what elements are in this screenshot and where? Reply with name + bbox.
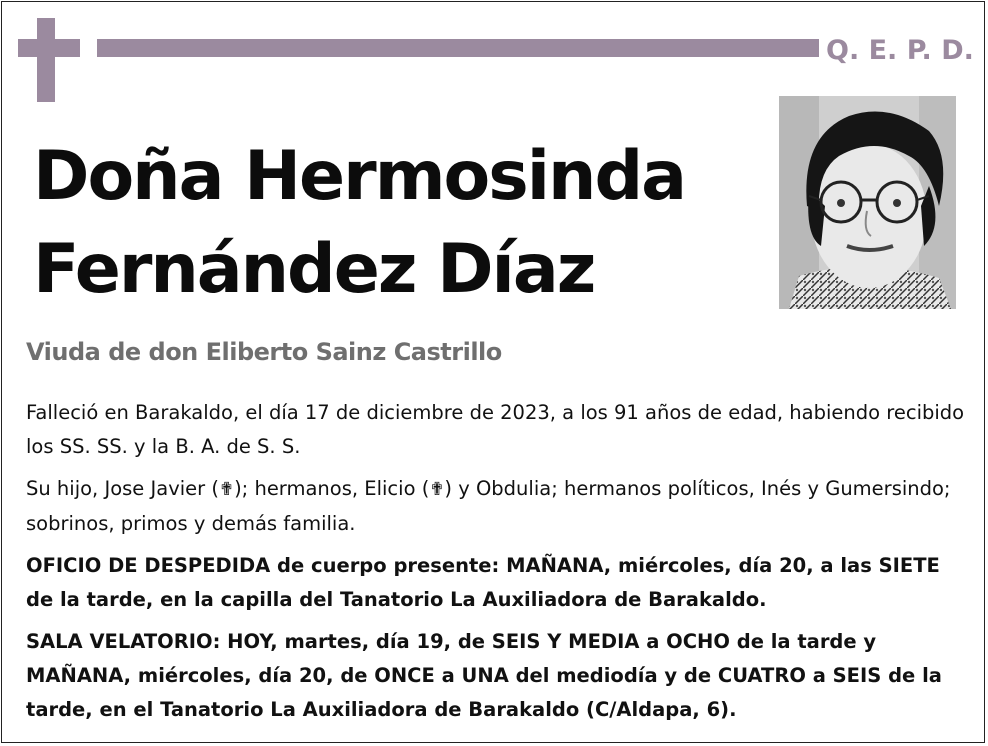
family-text-c: ) y Obdulia; hermanos políticos, Inés y Gumersindo; sobrinos, primos y demás familia.	[26, 477, 951, 535]
family-text-a: Su hijo, Jose Javier (	[26, 477, 219, 500]
header-rule	[97, 39, 819, 57]
qepd-label: Q. E. P. D.	[826, 35, 974, 66]
cross-icon: ✟	[429, 479, 445, 500]
obituary-body	[26, 396, 966, 735]
cross-icon: ✟	[218, 479, 235, 500]
portrait-photo	[779, 96, 956, 309]
death-notice-paragraph: Falleció en Barakaldo, el día 17 de diciembre de 2023, a los 91 años de edad, habiendo recibido los SS. SS. y la B. A. de S. S.	[26, 401, 965, 458]
cross-icon-horizontal	[18, 39, 80, 57]
wake-room-paragraph: SALA VELATORIO: HOY, martes, día 19, de SEIS Y MEDIA a OCHO de la tarde y MAÑANA, miércoles, día 20, de ONCE a UNA del mediodía y de CUATRO a SEIS de la tarde, en el Tanatorio La Auxiliadora de Barakaldo (C/Aldapa, 6).	[26, 630, 942, 721]
cross-icon-vertical	[37, 18, 55, 102]
widow-subtitle: Viuda de don Eliberto Sainz Castrillo	[26, 338, 502, 366]
funeral-service-paragraph: OFICIO DE DESPEDIDA de cuerpo presente: MAÑANA, miércoles, día 20, a las SIETE de la tarde, en la capilla del Tanatorio La Auxiliadora de Barakaldo.	[26, 554, 940, 611]
family-paragraph	[26, 472, 966, 541]
family-text-b: ); hermanos, Elicio (	[234, 477, 430, 500]
name-line-1: Doña Hermosinda	[33, 137, 686, 216]
name-line-2: Fernández Díaz	[33, 230, 595, 309]
deceased-name	[33, 130, 685, 316]
